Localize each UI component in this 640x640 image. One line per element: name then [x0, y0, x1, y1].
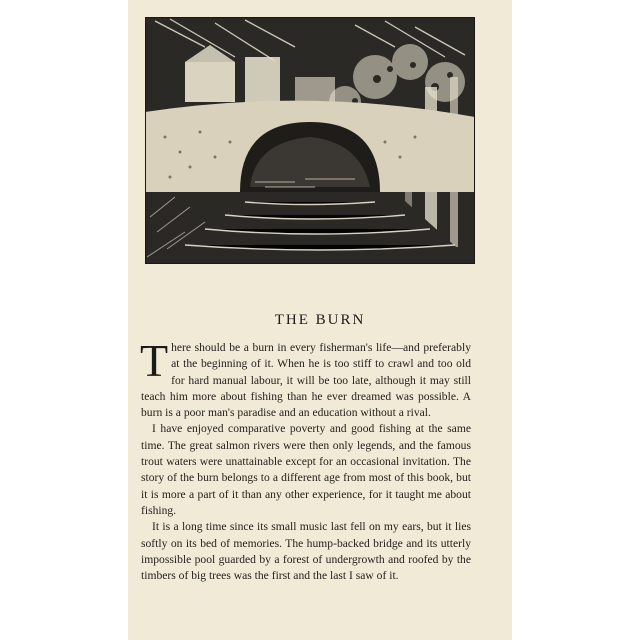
paragraph-3: It is a long time since its small music last fell on my ears, but it lies softly on its bed of memories. The hump-backed bridge and its utterly impossible pool guarded by a forest of undergrowth and roofed by the timbers of big trees was the first and the last I saw of it. [141, 520, 471, 583]
chapter-body-text [140, 335, 471, 584]
woodcut-illustration-bridge [145, 17, 475, 264]
paragraph-2: I have enjoyed comparative poverty and good fishing at the same time. The great salmon rivers were then only legends, and the famous trout waters were unattainable except for an occasional invitation. The story of the burn belongs to a different age from most of this book, but it is more a part of it than any other experience, for it taught me about fishing. [141, 422, 471, 517]
paragraph-1-text: here should be a burn in every fisherman's life—and preferably at the beginning of it. When he is too stiff to crawl and too old for hard manual labour, it will be too late, although it may still teach him more about fishing than he ever dreamed was possible. A burn is a poor man's paradise and an education without a rival. [141, 341, 471, 420]
drop-cap: T [140, 335, 169, 386]
paragraph-1 [140, 335, 471, 421]
chapter-title: THE BURN [274, 312, 366, 328]
